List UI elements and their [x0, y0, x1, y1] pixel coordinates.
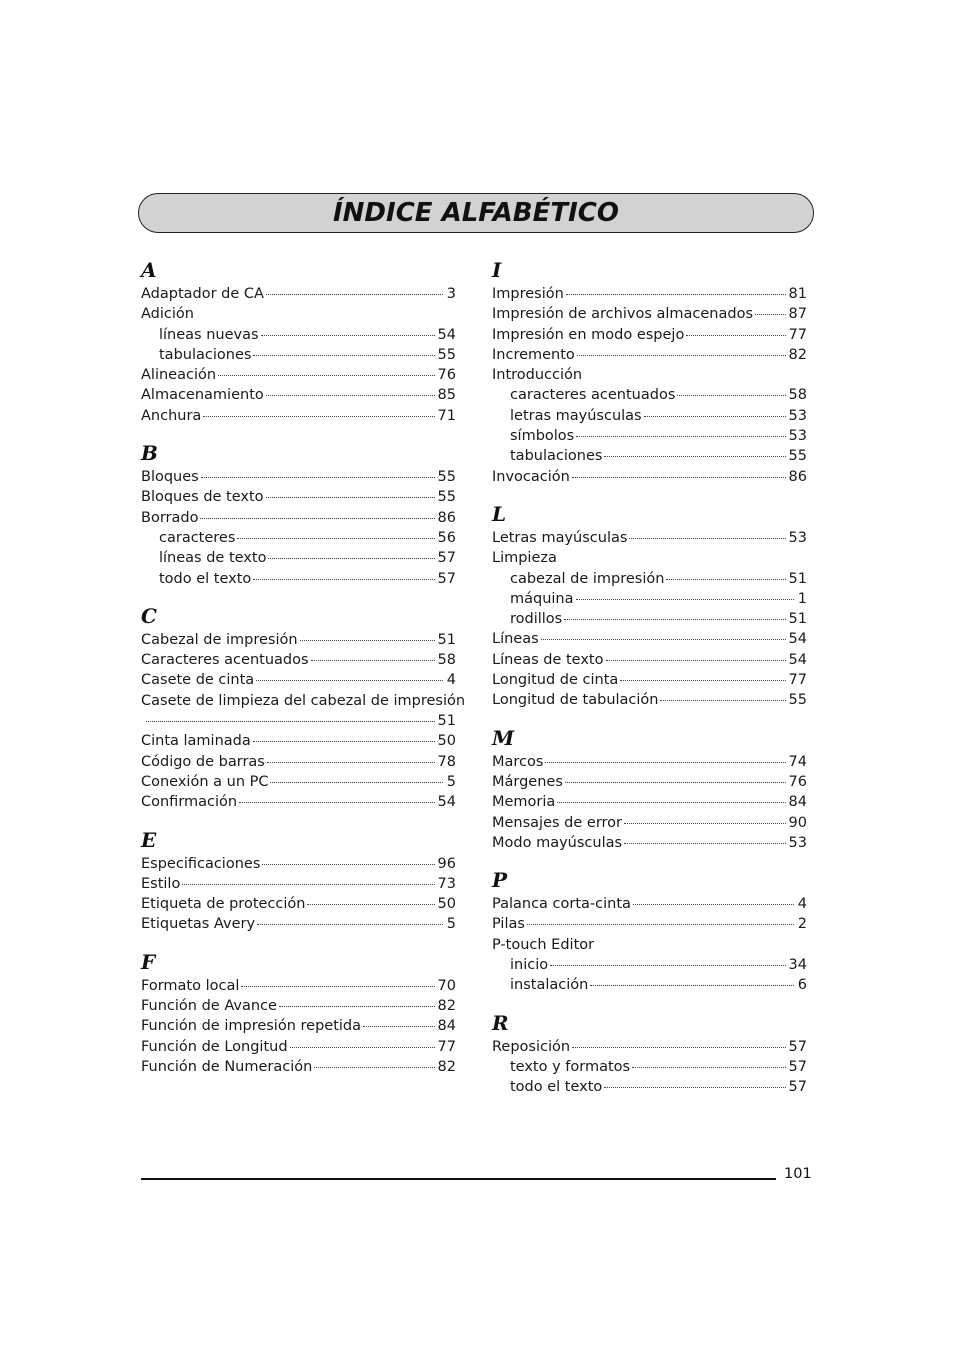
- dot-leader: [576, 599, 794, 600]
- entry-page: 57: [437, 550, 456, 567]
- dot-leader: [241, 986, 434, 987]
- entry-term: Conexión a un PC: [141, 773, 269, 790]
- index-section-l: [492, 501, 807, 711]
- entry-term: Alineación: [141, 367, 217, 384]
- entry-page: 87: [788, 306, 807, 323]
- index-entry: [492, 670, 807, 690]
- entry-term: Etiqueta de protección: [141, 896, 306, 913]
- index-entry: [141, 670, 456, 690]
- entry-page: 58: [788, 387, 807, 404]
- index-entry: [492, 365, 807, 385]
- entry-term: Confirmación: [141, 794, 238, 811]
- section-letter: L: [492, 501, 507, 526]
- entry-term: máquina: [510, 590, 574, 607]
- entry-term: Adaptador de CA: [141, 286, 264, 302]
- entry-page: 53: [788, 529, 807, 546]
- index-subentry: [492, 975, 807, 995]
- entry-page: 73: [437, 875, 456, 892]
- dot-leader: [557, 802, 785, 803]
- index-entry: [492, 792, 807, 812]
- entry-page: 84: [788, 794, 807, 811]
- entry-page: 71: [437, 407, 456, 424]
- index-entry: [141, 1037, 456, 1057]
- entry-page: 53: [788, 834, 807, 851]
- entry-page: 82: [788, 346, 807, 363]
- entry-term: Almacenamiento: [141, 387, 264, 404]
- entry-term: instalación: [510, 977, 589, 994]
- index-entry: [141, 630, 456, 650]
- entry-page: 57: [788, 1058, 807, 1075]
- index-entry: [141, 365, 456, 385]
- dot-leader: [266, 395, 435, 396]
- entry-term: Casete de limpieza del cabezal de impresión: [141, 692, 466, 709]
- index-entry: [492, 772, 807, 792]
- dot-leader: [755, 314, 786, 315]
- entry-page: 58: [437, 652, 456, 669]
- entry-page: 76: [437, 367, 456, 384]
- index-subentry: [141, 325, 456, 345]
- dot-leader: [624, 823, 786, 824]
- page-title: ÍNDICE ALFABÉTICO: [333, 198, 619, 228]
- index-section-m: [492, 725, 807, 853]
- entry-page: 50: [437, 733, 456, 750]
- entry-page: 86: [437, 509, 456, 526]
- index-subentry: [492, 446, 807, 466]
- entry-term: Borrado: [141, 509, 199, 526]
- index-section-b: [141, 440, 456, 589]
- dot-leader: [541, 639, 786, 640]
- index-entry: [492, 833, 807, 853]
- entry-page: 77: [437, 1038, 456, 1055]
- index-entry: [141, 467, 456, 487]
- index-subentry: [141, 345, 456, 365]
- entry-term: Cinta laminada: [141, 733, 251, 750]
- entry-term: Memoria: [492, 794, 556, 811]
- dot-leader: [201, 477, 435, 478]
- index-entry: [141, 996, 456, 1016]
- index-entry: [141, 792, 456, 812]
- dot-leader: [203, 416, 434, 417]
- dot-leader: [660, 700, 785, 701]
- dot-leader: [253, 579, 434, 580]
- index-section-f: [141, 949, 456, 1077]
- entry-page: 51: [788, 570, 807, 587]
- dot-leader: [253, 741, 435, 742]
- index-entry: [492, 629, 807, 649]
- dot-leader: [257, 924, 443, 925]
- entry-term: cabezal de impresión: [510, 570, 665, 587]
- index-entry: [141, 650, 456, 670]
- entry-term: Etiquetas Avery: [141, 916, 256, 933]
- dot-leader: [266, 294, 443, 295]
- entry-term: caracteres: [159, 529, 236, 546]
- entry-term: todo el texto: [510, 1079, 603, 1096]
- index-column-right: [492, 257, 807, 1112]
- index-entry: [141, 508, 456, 528]
- entry-term: Función de Avance: [141, 998, 277, 1015]
- dot-leader: [266, 497, 435, 498]
- index-entry: [141, 1016, 456, 1036]
- entry-page: 77: [788, 672, 807, 689]
- dot-leader: [314, 1067, 434, 1068]
- index-entry: [492, 284, 807, 304]
- index-column-left: [141, 257, 466, 1091]
- entry-term: líneas de texto: [159, 550, 267, 567]
- entry-term: caracteres acentuados: [510, 387, 676, 404]
- entry-term: símbolos: [510, 428, 575, 445]
- index-entry: [492, 935, 807, 955]
- index-section-c: [141, 603, 466, 813]
- section-letter: I: [492, 258, 502, 282]
- section-letter: F: [141, 949, 156, 974]
- dot-leader: [606, 660, 786, 661]
- entry-term: Especificaciones: [141, 855, 261, 872]
- entry-page: 50: [437, 896, 456, 913]
- entry-page: 54: [788, 651, 807, 668]
- dot-leader: [237, 538, 434, 539]
- index-entry: [492, 548, 807, 568]
- entry-term: Marcos: [492, 753, 544, 770]
- entry-term: Introducción: [492, 367, 583, 384]
- index-subentry: [492, 569, 807, 589]
- section-letter: B: [141, 441, 158, 466]
- entry-page: 55: [437, 489, 456, 506]
- dot-leader: [644, 416, 786, 417]
- entry-page: 5: [446, 916, 456, 933]
- entry-term: Impresión: [492, 286, 564, 302]
- entry-page: 57: [437, 570, 456, 587]
- entry-term: Palanca corta-cinta: [492, 896, 631, 913]
- entry-term: líneas nuevas: [159, 326, 259, 343]
- dot-leader: [300, 640, 435, 641]
- index-entry: [141, 874, 456, 894]
- dot-leader: [572, 1047, 785, 1048]
- entry-page: 70: [437, 977, 456, 994]
- footer-rule: [141, 1178, 776, 1180]
- dot-leader: [239, 802, 434, 803]
- entry-page: 4: [797, 896, 807, 913]
- index-entry: [141, 894, 456, 914]
- entry-term: Impresión de archivos almacenados: [492, 306, 754, 323]
- entry-term: Reposición: [492, 1038, 571, 1055]
- index-entry: [492, 325, 807, 345]
- dot-leader: [577, 355, 786, 356]
- index-section-p: [492, 867, 807, 995]
- entry-page: 51: [437, 631, 456, 648]
- dot-leader: [566, 294, 786, 295]
- dot-leader: [311, 660, 435, 661]
- entry-page: 57: [788, 1038, 807, 1055]
- dot-leader: [572, 477, 786, 478]
- entry-term: Código de barras: [141, 753, 265, 770]
- index-entry: [141, 304, 456, 324]
- dot-leader: [633, 904, 794, 905]
- index-subentry: [492, 589, 807, 609]
- entry-term: Casete de cinta: [141, 672, 255, 689]
- dot-leader: [604, 456, 785, 457]
- dot-leader: [182, 884, 434, 885]
- index-subentry: [492, 385, 807, 405]
- entry-term: tabulaciones: [159, 346, 252, 363]
- entry-page: 4: [446, 672, 456, 689]
- dot-leader: [686, 335, 785, 336]
- entry-page: 56: [437, 529, 456, 546]
- entry-term: Letras mayúsculas: [492, 529, 628, 546]
- dot-leader: [279, 1006, 435, 1007]
- entry-page: 96: [437, 855, 456, 872]
- dot-leader: [200, 518, 434, 519]
- dot-leader: [604, 1087, 785, 1088]
- dot-leader: [620, 680, 785, 681]
- entry-term: Anchura: [141, 407, 202, 424]
- entry-page: 34: [788, 957, 807, 974]
- entry-page: 5: [446, 773, 456, 790]
- entry-term: letras mayúsculas: [510, 407, 642, 424]
- entry-term: P-touch Editor: [492, 936, 595, 953]
- dot-leader: [576, 436, 785, 437]
- dot-leader: [624, 843, 786, 844]
- dot-leader: [253, 355, 434, 356]
- dot-leader: [632, 1067, 785, 1068]
- dot-leader: [564, 619, 785, 620]
- entry-term: Función de impresión repetida: [141, 1018, 361, 1035]
- entry-page: 51: [788, 611, 807, 628]
- section-letter: M: [492, 725, 515, 750]
- dot-leader: [307, 904, 434, 905]
- index-entry: [141, 914, 456, 934]
- index-section-e: [141, 827, 456, 935]
- entry-term: Invocación: [492, 468, 570, 485]
- index-entry: [492, 914, 807, 934]
- index-entry: [141, 854, 456, 874]
- entry-page: 82: [437, 998, 456, 1015]
- entry-page: 6: [797, 977, 807, 994]
- index-entry: [141, 772, 456, 792]
- entry-term: Líneas de texto: [492, 651, 604, 668]
- index-entry: [492, 752, 807, 772]
- index-entry: [141, 711, 456, 731]
- index-entry: [141, 731, 456, 751]
- section-letter: R: [492, 1010, 509, 1035]
- entry-page: 3: [446, 286, 456, 302]
- index-entry: [492, 304, 807, 324]
- entry-page: 76: [788, 773, 807, 790]
- entry-page: 90: [788, 814, 807, 831]
- entry-term: Incremento: [492, 346, 575, 363]
- dot-leader: [262, 864, 434, 865]
- entry-term: Mensajes de error: [492, 814, 623, 831]
- entry-page: 54: [788, 631, 807, 648]
- dot-leader: [590, 985, 794, 986]
- dot-leader: [261, 335, 435, 336]
- index-entry: [141, 691, 466, 711]
- entry-page: 51: [437, 713, 456, 730]
- dot-leader: [270, 782, 443, 783]
- entry-term: rodillos: [510, 611, 563, 628]
- entry-term: todo el texto: [159, 570, 252, 587]
- index-title-banner: [138, 193, 814, 233]
- entry-page: 53: [788, 407, 807, 424]
- dot-leader: [256, 680, 443, 681]
- dot-leader: [565, 782, 786, 783]
- entry-page: 84: [437, 1018, 456, 1035]
- index-entry: [141, 1057, 456, 1077]
- entry-term: Caracteres acentuados: [141, 652, 309, 669]
- entry-page: 2: [797, 916, 807, 933]
- entry-page: 86: [788, 468, 807, 485]
- entry-term: texto y formatos: [510, 1058, 631, 1075]
- entry-page: 53: [788, 428, 807, 445]
- entry-page: 81: [788, 286, 807, 302]
- index-section-i: [492, 257, 807, 487]
- entry-term: Estilo: [141, 875, 181, 892]
- index-entry: [141, 976, 456, 996]
- entry-page: 55: [788, 448, 807, 465]
- entry-term: Líneas: [492, 631, 539, 648]
- section-letter: C: [141, 603, 157, 628]
- entry-page: 1: [797, 590, 807, 607]
- dot-leader: [677, 395, 785, 396]
- index-section-a: [141, 257, 456, 426]
- dot-leader: [545, 762, 785, 763]
- index-subentry: [141, 528, 456, 548]
- dot-leader: [527, 924, 794, 925]
- index-subentry: [492, 1077, 807, 1097]
- index-section-r: [492, 1010, 807, 1098]
- index-entry: [492, 528, 807, 548]
- index-entry: [141, 385, 456, 405]
- index-subentry: [492, 406, 807, 426]
- entry-page: 54: [437, 794, 456, 811]
- dot-leader: [666, 579, 785, 580]
- index-entry: [492, 813, 807, 833]
- entry-term: inicio: [510, 957, 549, 974]
- entry-page: 57: [788, 1079, 807, 1096]
- entry-page: 55: [437, 469, 456, 486]
- entry-page: 55: [437, 346, 456, 363]
- dot-leader: [629, 538, 785, 539]
- entry-page: 85: [437, 387, 456, 404]
- section-letter: A: [141, 258, 157, 282]
- dot-leader: [550, 965, 785, 966]
- index-subentry: [492, 955, 807, 975]
- index-entry: [492, 345, 807, 365]
- entry-term: Longitud de cinta: [492, 672, 619, 689]
- index-subentry: [492, 609, 807, 629]
- entry-term: Bloques de texto: [141, 489, 264, 506]
- entry-term: Pilas: [492, 916, 525, 933]
- index-subentry: [492, 426, 807, 446]
- entry-term: Impresión en modo espejo: [492, 326, 685, 343]
- entry-term: Formato local: [141, 977, 240, 994]
- index-entry: [141, 406, 456, 426]
- entry-page: 74: [788, 753, 807, 770]
- index-entry: [492, 467, 807, 487]
- index-entry: [492, 690, 807, 710]
- index-subentry: [492, 1057, 807, 1077]
- entry-term: Cabezal de impresión: [141, 631, 298, 648]
- section-letter: E: [141, 827, 157, 852]
- entry-term: Bloques: [141, 469, 199, 486]
- dot-leader: [363, 1026, 435, 1027]
- entry-page: 77: [788, 326, 807, 343]
- entry-page: 78: [437, 753, 456, 770]
- entry-term: Márgenes: [492, 773, 563, 790]
- entry-term: Adición: [141, 306, 194, 323]
- index-subentry: [141, 569, 456, 589]
- index-subentry: [141, 548, 456, 568]
- entry-term: Longitud de tabulación: [492, 692, 659, 709]
- index-entry: [141, 487, 456, 507]
- dot-leader: [267, 762, 435, 763]
- dot-leader: [146, 721, 435, 722]
- entry-term: Función de Numeración: [141, 1058, 313, 1075]
- entry-page: 82: [437, 1058, 456, 1075]
- index-entry: [492, 894, 807, 914]
- dot-leader: [290, 1047, 435, 1048]
- entry-page: 55: [788, 692, 807, 709]
- dot-leader: [268, 558, 434, 559]
- entry-page: 54: [437, 326, 456, 343]
- entry-term: Limpieza: [492, 550, 557, 567]
- section-letter: P: [492, 868, 508, 893]
- index-entry: [492, 650, 807, 670]
- entry-term: Función de Longitud: [141, 1038, 288, 1055]
- entry-term: tabulaciones: [510, 448, 603, 465]
- index-entry: [141, 284, 456, 304]
- entry-term: Modo mayúsculas: [492, 834, 623, 851]
- dot-leader: [218, 375, 435, 376]
- index-entry: [141, 752, 456, 772]
- index-entry: [492, 1037, 807, 1057]
- page-number: 101: [784, 1166, 812, 1182]
